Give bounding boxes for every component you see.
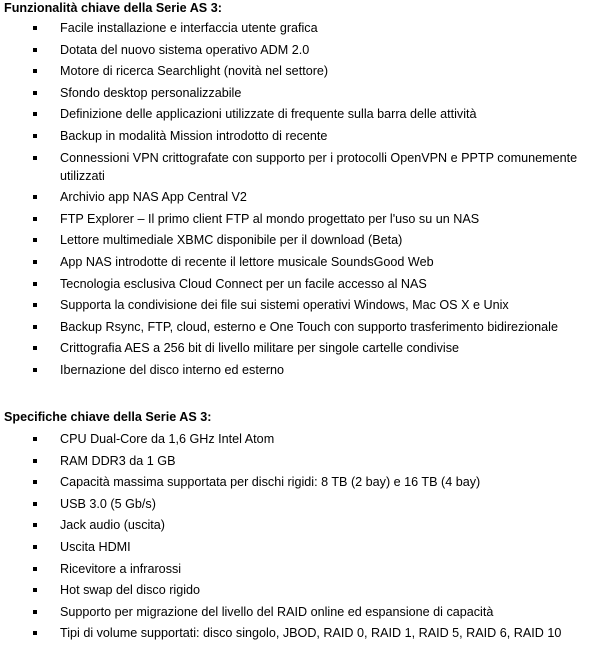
list-item	[0, 624, 600, 642]
bullet-icon	[33, 480, 37, 484]
list-item-text: Connessioni VPN crittografate con supporto per i protocolli OpenVPN e PPTP comunemente utilizzati	[60, 150, 578, 183]
list-item-text: Crittografia AES a 256 bit di livello militare per singole cartelle condivise	[60, 341, 459, 356]
bullet-icon	[33, 346, 37, 350]
list-item	[0, 275, 600, 293]
list-item-text: RAM DDR3 da 1 GB	[60, 453, 176, 468]
list-item	[0, 538, 600, 556]
list-item	[0, 84, 600, 102]
bullet-icon	[33, 26, 37, 30]
list-item-text: Supporto per migrazione del livello del RAID online ed espansione di capacità	[60, 604, 494, 619]
list-item-text: App NAS introdotte di recente il lettore musicale SoundsGood Web	[60, 254, 434, 269]
list-item-text: Facile installazione e interfaccia utente grafica	[60, 21, 318, 35]
bullet-icon	[33, 217, 37, 221]
features-heading: Funzionalità chiave della Serie AS 3:	[4, 1, 222, 15]
bullet-icon	[33, 260, 37, 264]
bullet-icon	[33, 303, 37, 307]
list-item-text: FTP Explorer – Il primo client FTP al mondo progettato per l'uso su un NAS	[60, 211, 480, 226]
list-item	[0, 318, 600, 336]
list-item	[0, 105, 600, 123]
list-item-text: CPU Dual-Core da 1,6 GHz Intel Atom	[60, 432, 275, 446]
bullet-icon	[33, 545, 37, 549]
list-item-text: Sfondo desktop personalizzabile	[60, 85, 242, 100]
list-item	[0, 41, 600, 59]
bullet-icon	[33, 368, 37, 372]
list-item-text: Tecnologia esclusiva Cloud Connect per un facile accesso al NAS	[60, 276, 427, 291]
bullet-icon	[33, 567, 37, 571]
list-item	[0, 473, 600, 491]
list-item-text: Archivio app NAS App Central V2	[60, 190, 247, 205]
list-item	[0, 188, 600, 206]
list-item	[0, 516, 600, 534]
bullet-icon	[33, 69, 37, 73]
list-item	[0, 430, 600, 448]
list-item-text: Motore di ricerca Searchlight (novità nel settore)	[60, 64, 329, 79]
list-item-text: Lettore multimediale XBMC disponibile per il download (Beta)	[60, 233, 403, 248]
features-list	[0, 19, 600, 383]
list-item-text: Backup in modalità Mission introdotto di recente	[60, 128, 328, 143]
bullet-icon	[33, 238, 37, 242]
list-item-text: Ibernazione del disco interno ed esterno	[60, 362, 285, 377]
list-item-text: Hot swap del disco rigido	[60, 583, 201, 598]
list-item-text: Dotata del nuovo sistema operativo ADM 2.0	[60, 42, 310, 57]
bullet-icon	[33, 112, 37, 116]
list-item	[0, 127, 600, 145]
bullet-icon	[33, 610, 37, 614]
bullet-icon	[33, 588, 37, 592]
list-item-text: Supporta la condivisione dei file sui sistemi operativi Windows, Mac OS X e Unix	[60, 298, 509, 313]
bullet-icon	[33, 48, 37, 52]
list-item	[0, 603, 600, 621]
list-item-text: USB 3.0 (5 Gb/s)	[60, 496, 156, 511]
list-item	[0, 149, 600, 185]
specs-heading: Specifiche chiave della Serie AS 3:	[4, 410, 212, 424]
list-item-text: Capacità massima supportata per dischi rigidi: 8 TB (2 bay) e 16 TB (4 bay)	[60, 475, 481, 490]
list-item	[0, 452, 600, 470]
list-item-text: Tipi di volume supportati: disco singolo, JBOD, RAID 0, RAID 1, RAID 5, RAID 6, RAID 10	[60, 626, 562, 641]
list-item	[0, 339, 600, 357]
bullet-icon	[33, 459, 37, 463]
list-item-text: Backup Rsync, FTP, cloud, esterno e One Touch con supporto trasferimento bidirezionale	[60, 319, 558, 334]
bullet-icon	[33, 325, 37, 329]
bullet-icon	[33, 134, 37, 138]
bullet-icon	[33, 523, 37, 527]
bullet-icon	[33, 502, 37, 506]
list-item	[0, 361, 600, 379]
bullet-icon	[33, 437, 37, 441]
list-item-text: Ricevitore a infrarossi	[60, 561, 182, 576]
list-item	[0, 253, 600, 271]
list-item-text: Jack audio (uscita)	[60, 518, 165, 533]
bullet-icon	[33, 156, 37, 160]
list-item	[0, 296, 600, 314]
list-item	[0, 62, 600, 80]
specs-list	[0, 430, 600, 646]
bullet-icon	[33, 631, 37, 635]
bullet-icon	[33, 282, 37, 286]
list-item	[0, 19, 600, 37]
list-item	[0, 495, 600, 513]
list-item	[0, 210, 600, 228]
list-item-text: Definizione delle applicazioni utilizzate di frequente sulla barra delle attività	[60, 107, 477, 122]
list-item	[0, 581, 600, 599]
bullet-icon	[33, 91, 37, 95]
list-item-text: Uscita HDMI	[60, 539, 131, 554]
bullet-icon	[33, 195, 37, 199]
list-item	[0, 560, 600, 578]
list-item	[0, 231, 600, 249]
